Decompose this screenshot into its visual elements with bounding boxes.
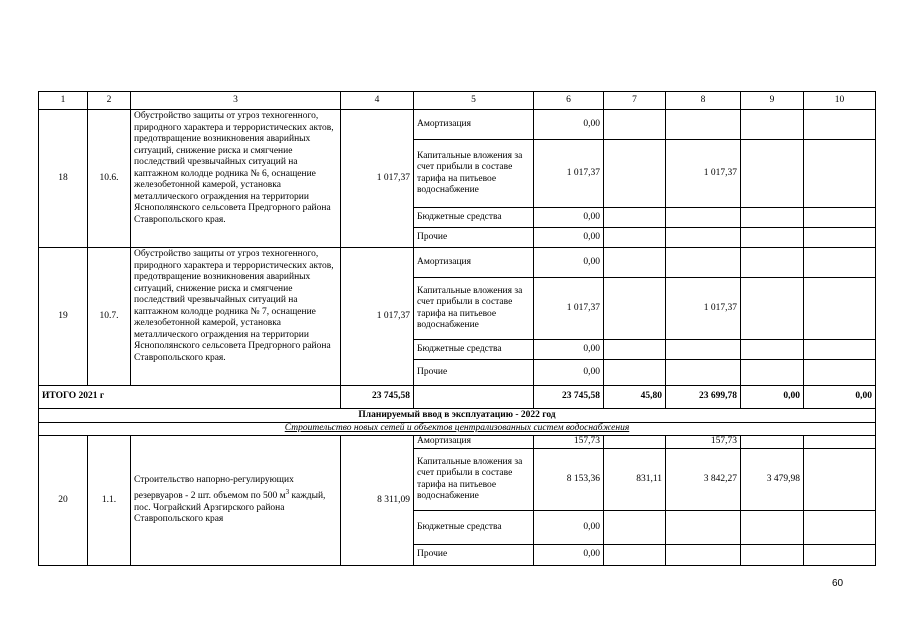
page-number: 60 (832, 578, 844, 589)
section-title: Планируемый ввод в эксплуатацию - 2022 год (39, 409, 876, 423)
table-row (39, 436, 876, 449)
row-total: 8 311,09 (341, 436, 414, 566)
value-cell: 157,73 (666, 436, 741, 449)
funding-source: Амортизация (414, 110, 534, 140)
total-label: ИТОГО 2021 г (39, 386, 341, 409)
investment-program-table (38, 91, 876, 566)
subsection-title-text: Строительство новых сетей и объектов централизованных систем водоснабжения (284, 423, 630, 434)
row-number: 19 (39, 248, 88, 386)
row-code: 10.6. (88, 110, 131, 248)
row-code: 1.1. (88, 436, 131, 566)
header-cell: 1 (39, 92, 88, 110)
value-cell: 0,00 (534, 360, 604, 386)
header-cell: 9 (741, 92, 804, 110)
value-cell: 1 017,37 (666, 278, 741, 340)
header-cell: 4 (341, 92, 414, 110)
total-value: 23 745,58 (341, 386, 414, 409)
value-cell: 0,00 (534, 248, 604, 278)
total-value: 0,00 (804, 386, 876, 409)
value-cell: 0,00 (534, 228, 604, 248)
row-description: Обустройство защиты от угроз техногенного, природного характера и террористических актов, предотвращение возникновения аварийных ситуаций, снижение риска и смягчение последствий чрезвычайных ситуаций на каптажном колодце родника № 7, оснащение железобетонной камерой, установка металлического ограждения на территории Яснополянского сельсовета Предгорного района Ставропольского края. (131, 248, 341, 386)
description-text: Строительство напорно-регулирующих резервуаров - 2 шт. объемом по 500 м (134, 475, 294, 502)
value-cell: 0,00 (534, 511, 604, 545)
header-cell: 6 (534, 92, 604, 110)
funding-source: Капитальные вложения за счет прибыли в составе тарифа на питьевое водоснабжение (414, 140, 534, 208)
total-value: 23 699,78 (666, 386, 741, 409)
value-cell: 157,73 (534, 436, 604, 449)
total-value: 23 745,58 (534, 386, 604, 409)
funding-source: Амортизация (414, 436, 534, 449)
total-value: 0,00 (741, 386, 804, 409)
header-cell: 8 (666, 92, 741, 110)
header-cell: 2 (88, 92, 131, 110)
description-tail: каждый, пос. Чограйский Арзгирского района Ставропольского края (134, 491, 326, 525)
header-cell: 5 (414, 92, 534, 110)
funding-source: Бюджетные средства (414, 340, 534, 360)
row-total: 1 017,37 (341, 110, 414, 248)
subsection-row (39, 423, 876, 436)
value-cell: 3 842,27 (666, 449, 741, 511)
funding-source: Бюджетные средства (414, 208, 534, 228)
value-cell: 0,00 (534, 545, 604, 566)
value-cell: 0,00 (534, 340, 604, 360)
header-cell: 10 (804, 92, 876, 110)
section-row (39, 409, 876, 423)
header-cell: 3 (131, 92, 341, 110)
total-row (39, 386, 876, 409)
funding-source: Капитальные вложения за счет прибыли в составе тарифа на питьевое водоснабжение (414, 449, 534, 511)
row-description: Обустройство защиты от угроз техногенного, природного характера и террористических актов, предотвращение возникновения аварийных ситуаций, снижение риска и смягчение последствий чрезвычайных ситуаций на каптажном колодце родника № 6, оснащение железобетонной камерой, установка металлического ограждения на территории Яснополянского сельсовета Предгорного района Ставропольского края. (131, 110, 341, 248)
funding-source: Прочие (414, 360, 534, 386)
funding-source: Капитальные вложения за счет прибыли в составе тарифа на питьевое водоснабжение (414, 278, 534, 340)
subsection-title (39, 423, 876, 436)
value-cell: 0,00 (534, 208, 604, 228)
value-cell: 1 017,37 (534, 278, 604, 340)
funding-source: Бюджетные средства (414, 511, 534, 545)
funding-source: Амортизация (414, 248, 534, 278)
superscript: 3 (285, 487, 290, 496)
row-code: 10.7. (88, 248, 131, 386)
value-cell: 3 479,98 (741, 449, 804, 511)
value-cell: 831,11 (604, 449, 666, 511)
table-row (39, 248, 876, 278)
row-total: 1 017,37 (341, 248, 414, 386)
value-cell: 1 017,37 (666, 140, 741, 208)
row-description (131, 436, 341, 566)
header-cell: 7 (604, 92, 666, 110)
funding-source: Прочие (414, 545, 534, 566)
value-cell: 1 017,37 (534, 140, 604, 208)
value-cell: 0,00 (534, 110, 604, 140)
value-cell: 8 153,36 (534, 449, 604, 511)
row-number: 18 (39, 110, 88, 248)
table-row (39, 110, 876, 140)
total-value: 45,80 (604, 386, 666, 409)
funding-source: Прочие (414, 228, 534, 248)
row-number: 20 (39, 436, 88, 566)
header-row (39, 92, 876, 110)
